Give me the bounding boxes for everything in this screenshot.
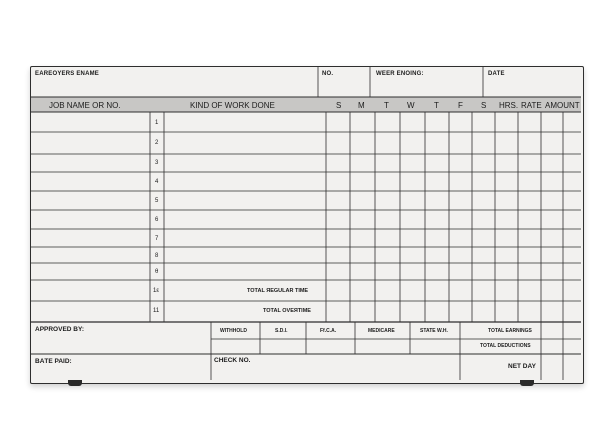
state-wh-label: STATE W.H. — [420, 328, 448, 334]
fica-label: Ff.C.A. — [320, 328, 337, 334]
approved-by-label: APPROVED ВY: — [35, 326, 84, 333]
total-deductions-label: TOTAL DЕDUCTIONS — [480, 343, 531, 349]
net-pay-label: NET DAY — [508, 363, 536, 370]
total-earnings-label: TOTAL EARNINGS — [488, 328, 532, 334]
row-number: 1ε — [153, 288, 160, 294]
row-number: 5 — [155, 198, 159, 204]
sdi-label: S.D.I. — [275, 328, 288, 334]
row-number: 2 — [155, 140, 159, 146]
week-ending-label: WЕЕR ЕNOING: — [376, 71, 424, 77]
row-number: 1 — [155, 120, 159, 126]
medicare-label: MEDICARE — [368, 328, 395, 334]
day-header-tue: T — [384, 101, 389, 110]
day-header-thu: T — [434, 101, 439, 110]
day-header-mon: M — [358, 101, 365, 110]
date-label: DATE — [488, 71, 505, 77]
row-number: 8 — [155, 253, 159, 259]
day-header-wed: W — [407, 101, 415, 110]
row-number: θ — [155, 269, 159, 275]
number-label: NO. — [322, 71, 334, 77]
row-number: 3 — [155, 160, 159, 166]
day-header-fri: F — [458, 101, 463, 110]
withhold-label: WITHHOLD — [220, 328, 247, 334]
amount-column-header: AMOUNT — [545, 101, 580, 110]
rate-column-header: RATE — [521, 101, 542, 110]
day-header-sun: S — [336, 101, 342, 110]
check-number-label: CHECK NO. — [214, 357, 251, 364]
row-number: 11 — [153, 308, 160, 314]
row-number: 6 — [155, 217, 159, 223]
day-header-sat: S — [481, 101, 487, 110]
total-regular-time-label: TOTAL ЯEGULAR TIME — [247, 288, 309, 294]
date-paid-label: ВAТE PAID: — [35, 358, 72, 365]
column-lines — [150, 112, 563, 322]
employee-name-label: ЕАRЕОYЕRS ЕNAME — [35, 71, 100, 77]
total-overtime-label: TOTAL OVEЯTIME — [263, 308, 311, 314]
row-lines — [31, 132, 581, 301]
row-number: 7 — [155, 236, 159, 242]
job-column-header: JOB NAME OR NO. — [49, 101, 121, 110]
row-number: 4 — [155, 179, 159, 185]
hrs-column-header: HRS. — [499, 101, 519, 110]
kind-column-header: KIND OF WORK DONE — [190, 101, 275, 110]
